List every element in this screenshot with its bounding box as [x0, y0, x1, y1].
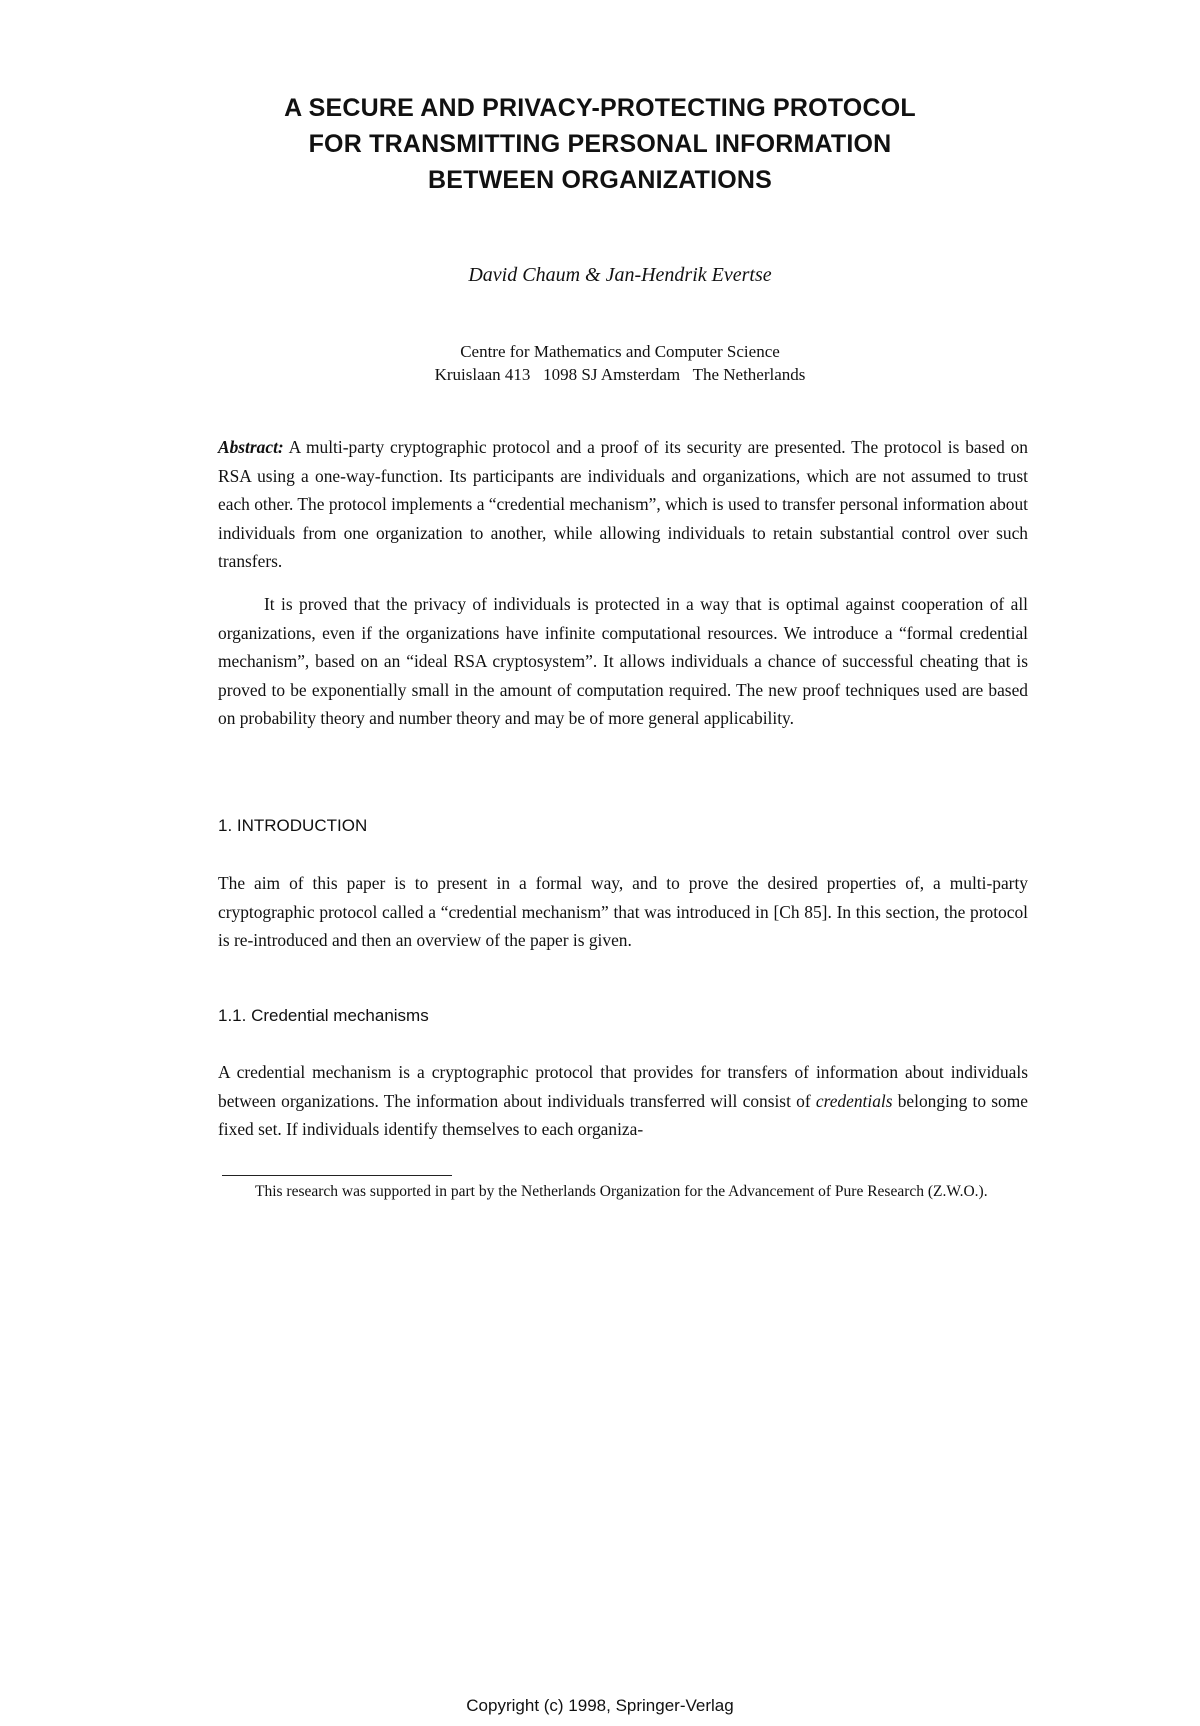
copyright-notice: Copyright (c) 1998, Springer-Verlag — [466, 1696, 734, 1715]
credential-emphasis: credentials — [815, 1090, 893, 1111]
abstract-label: Abstract: — [218, 437, 284, 457]
abstract-paragraph-2: It is proved that the privacy of individuals is protected in a way that is optimal against cooperation of all organizations, even if the organizations have infinite computational resources. We introduce a “formal credential mechanism”, based on an “ideal RSA cryptosystem”. It allows individuals a chance of successful cheating that is proved to be exponentially small in the amount of computation required. The new proof techniques used are based on probability theory and number theory and may be of more general applicability. — [218, 594, 1028, 728]
section-heading-introduction: 1. INTRODUCTION — [218, 816, 368, 835]
abstract-text-1: A multi-party cryptographic protocol and a proof of its security are presented. The protocol is based on RSA using a one-way-function. Its participants are individuals and organizations, which are not assumed to trust each other. The protocol implements a “credential mechanism”, which is used to transfer personal information about individuals from one organization to another, while allowing individuals to retain substantial control over such transfers. — [218, 437, 1029, 571]
title-line-1: A SECURE AND PRIVACY-PROTECTING PROTOCOL — [284, 94, 916, 122]
section-heading-credential-mechanisms: 1.1. Credential mechanisms — [218, 1006, 429, 1025]
title-line-2: FOR TRANSMITTING PERSONAL INFORMATION — [308, 130, 892, 158]
authors: David Chaum & Jan-Hendrik Evertse — [468, 264, 772, 286]
affiliation-line-1: Centre for Mathematics and Computer Science — [460, 342, 780, 361]
affiliation — [200, 340, 1040, 386]
credential-text-after: belonging to some fixed set. If individuals identify themselves to each organiza- — [218, 1090, 1028, 1139]
footnote-text: This research was supported in part by the Netherlands Organization for the Advancement of Pure Research (Z.W.O.). — [255, 1183, 988, 1200]
abstract-paragraph-1 — [218, 433, 1028, 576]
credential-text-before: A credential mechanism is a cryptographic protocol that provides for transfers of information about individuals between organizations. The information about individuals transferred will consist of — [218, 1062, 1028, 1111]
footnote-rule — [222, 1175, 452, 1176]
footnote — [222, 1182, 1028, 1202]
paper-title — [200, 90, 1000, 198]
affiliation-line-2: Kruislaan 413 1098 SJ Amsterdam The Netherlands — [434, 365, 806, 384]
credential-mechanisms-paragraph — [218, 1058, 1028, 1144]
title-line-3: BETWEEN ORGANIZATIONS — [427, 166, 772, 194]
introduction-paragraph: The aim of this paper is to present in a formal way, and to prove the desired properties of, a multi-party cryptographic protocol called a “credential mechanism” that was introduced in [Ch 85]. In this section, the protocol is re-introduced and then an overview of the paper is given. — [218, 873, 1028, 950]
